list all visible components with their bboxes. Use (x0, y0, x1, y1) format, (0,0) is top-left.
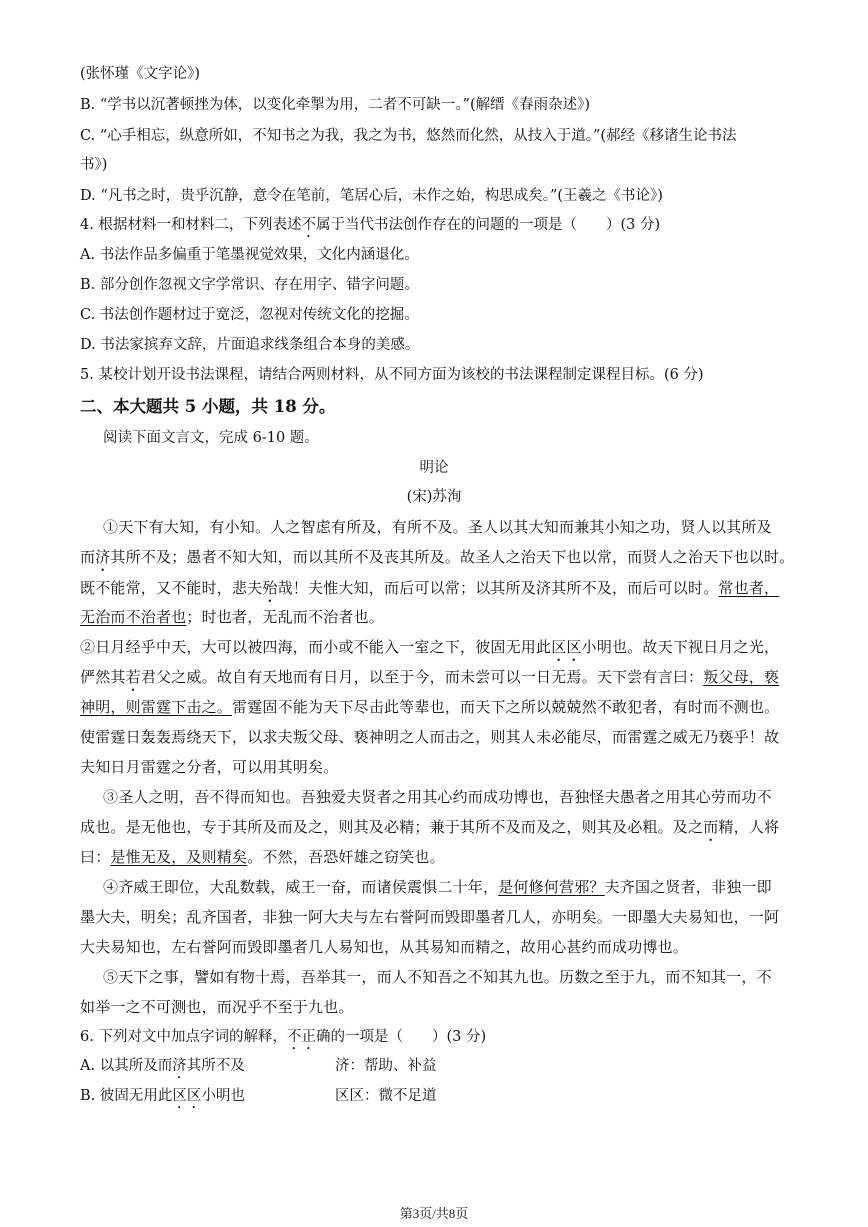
material-option-c-cont: 书》) (80, 157, 108, 173)
article-line: 而济其所不及；愚者不知大知，而以其所不及丧其所及。故圣人之治天下也以常，而贤人之治天下也以时。 (80, 548, 795, 566)
underlined-sentence: 是惟无及，及则精矣 (110, 848, 248, 866)
emphasis-dot-text: 不 (301, 217, 316, 233)
article-line: 使雷霆日轰轰焉绕天下，以求夫叛父母、亵神明之人而击之，则其人未必能尽，而雷霆之威无乃亵乎！故 (80, 728, 780, 746)
material-source: (张怀瑾《文字论》) (80, 66, 201, 82)
article-line: 墨大夫，明矣；乱齐国者，非独一阿大夫与左右誉阿而毁即墨者几人，亦明矣。一即墨大夫易知也，一阿 (80, 908, 780, 926)
q6-option-a: A. 以其所及而济其所不及 (80, 1058, 245, 1074)
material-option-d: D. “凡书之时，贵乎沉静，意令在笔前，笔居心后，未作之始，构思成矣。”(王羲之《书论》) (80, 188, 663, 204)
article-line: 无治而不治者也；时也者，无乱而不治者也。 (80, 608, 385, 626)
article-paragraph-3: ③圣人之明，吾不得而知也。吾独爱夫贤者之用其心约而成功博也，吾独怪夫愚者之用其心劳而功不 (103, 788, 772, 806)
emphasis-dot-text: 区区 (172, 1088, 202, 1104)
article-line: 神明，则雷霆下击之。雷霆固不能为天下尽击此等辈也，而天下之所以兢兢然不敢犯者，有时而不测也。 (80, 698, 780, 716)
q5-stem: 5. 某校计划开设书法课程，请结合两则材料，从不同方面为该校的书法课程制定课程目标。(6 分) (80, 367, 704, 383)
article-paragraph-5: ⑤天下之事，譬如有物十焉，吾举其一，而人不知吾之不知其九也。历数之至于九，而不知其一，不 (103, 968, 772, 986)
material-option-b: B. “学书以沉著顿挫为体，以变化牵掣为用，二者不可缺一。”(解缙《春雨杂述》) (80, 97, 591, 113)
article-line: 俨然其若君父之威。故自有天地而有日月，以至于今，而未尝可以一日无焉。天下尝有言曰：叛父母，亵 (80, 668, 780, 686)
article-line: 夫知日月雷霆之分者，可以用其明矣。 (80, 758, 339, 776)
material-option-c: C. “心手相忘，纵意所如，不知书之为我，我之为书，悠然而化然，从技入于道。”(郝经《移诸生论书法 (80, 128, 737, 144)
underlined-sentence: 无治而不治者也 (80, 608, 187, 626)
emphasis-dot-text: 殆 (262, 579, 278, 597)
q6-option-a-explanation: 济：帮助、补益 (335, 1058, 437, 1074)
q4-stem: 4. 根据材料一和材料二，下列表述不属于当代书法创作存在的问题的一项是（ ）(3 分) (80, 217, 661, 233)
emphasis-dot-text: 区区 (551, 638, 582, 656)
underlined-sentence: 是何修何营邪？ (498, 878, 605, 896)
q6-option-b: B. 彼固无用此区区小明也 (80, 1088, 245, 1104)
underlined-sentence: 神明，则雷霆下击之。 (80, 698, 233, 716)
article-line: 既不能常，又不能时，悲夫殆哉！夫惟大知，而后可以常；以其所及济其所不及，而后可以时。常也者， (80, 579, 780, 597)
article-line: 成也。是无他也，专于其所及而及之，则其及必精；兼于其所不及而及之，则其及必粗。及之而精，人将 (80, 818, 780, 836)
q4-option-d: D. 书法家摈弃文辞，片面追求线条组合本身的美感。 (80, 337, 420, 353)
article-paragraph-4: ④齐威王即位，大乱数载，威王一奋，而诸侯震惧二十年，是何修何营邪？夫齐国之贤者，非独一即 (103, 878, 772, 896)
article-paragraph-2: ②日月经乎中天，大可以被四海，而小或不能入一室之下，彼固无用此区区小明也。故天下视日月之光， (80, 638, 780, 656)
article-author: (宋)苏洵 (406, 489, 462, 505)
q4-option-a: A. 书法作品多偏重于笔墨视觉效果，文化内涵退化。 (80, 247, 419, 263)
emphasis-dot-text: 济 (95, 548, 111, 566)
section-instruction: 阅读下面文言文，完成 6-10 题。 (103, 430, 319, 446)
emphasis-dot-text: 济 (172, 1058, 187, 1074)
q4-option-b: B. 部分创作忽视文字学常识、存在用字、错字问题。 (80, 277, 419, 293)
q4-option-c: C. 书法创作题材过于宽泛，忽视对传统文化的挖掘。 (80, 307, 419, 323)
article-line: 大夫易知也，左右誉阿而毁即墨者几人易知也，从其易知而精之，故用心甚约而成功博也。 (80, 938, 689, 956)
emphasis-dot-text: 而 (703, 818, 719, 836)
emphasis-dot-text: 若 (125, 668, 141, 686)
article-line: 如举一之不可测也，而况乎不至于九也。 (80, 998, 354, 1016)
underlined-sentence: 常也者， (718, 579, 780, 597)
section-heading: 二、本大题共 5 小题，共 18 分。 (80, 397, 336, 416)
article-title: 明论 (419, 460, 449, 476)
emphasis-dot-text: 不正 (286, 1029, 316, 1045)
q6-option-b-explanation: 区区：微不足道 (335, 1088, 437, 1104)
q6-stem: 6. 下列对文中加点字词的解释，不正确的一项是（ ）(3 分) (80, 1029, 487, 1045)
article-paragraph-1: ①天下有大知，有小知。人之智虑有所及，有所不及。圣人以其大知而兼其小知之功，贤人以其所及 (103, 518, 772, 536)
underlined-sentence: 叛父母，亵 (703, 668, 780, 686)
page-footer: 第3页/共8页 (399, 1206, 469, 1221)
article-line: 曰：是惟无及，及则精矣。不然，吾恐奸雄之窃笑也。 (80, 848, 445, 866)
